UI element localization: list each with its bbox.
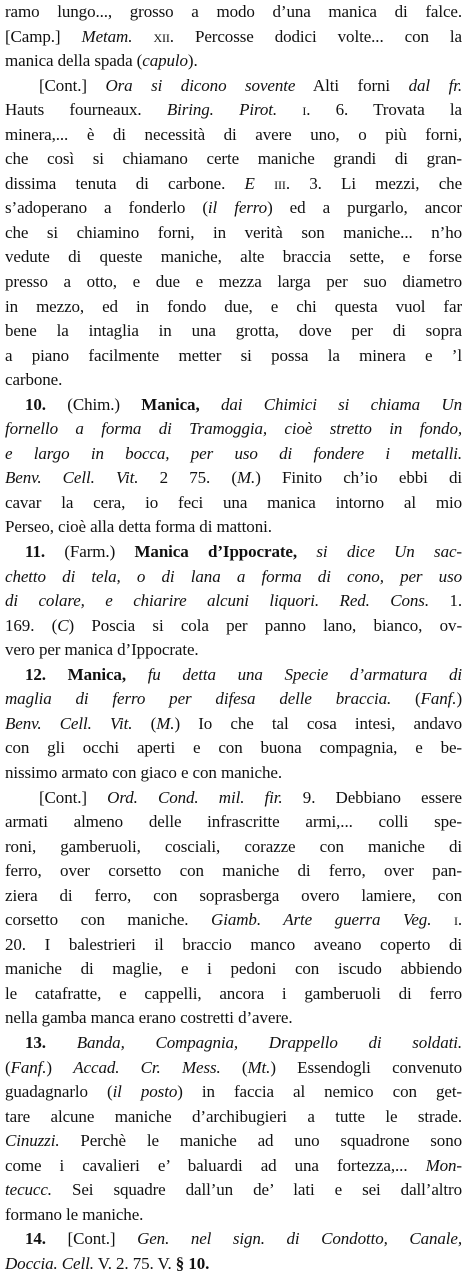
text-line xyxy=(5,982,462,1007)
text-run: ). xyxy=(187,51,198,71)
text-line xyxy=(5,859,462,884)
text-run: 169. ( xyxy=(5,615,58,635)
text-run: [Camp.] xyxy=(5,26,82,46)
text-run: bene la intaglia in una grotta, dove per di sopra xyxy=(5,321,462,341)
text-run: (Chim.) xyxy=(45,394,142,414)
text-line xyxy=(5,1031,462,1056)
text-run: in mezzo, ed in fondo due, e chi questa vuol far xyxy=(5,296,462,316)
text-run: Manica, xyxy=(141,394,200,414)
text-run: capulo xyxy=(142,51,188,71)
text-line xyxy=(5,1129,462,1154)
text-line xyxy=(5,1154,462,1179)
text-run: chetto di tela, o di lana a forma di cono, per uso xyxy=(5,566,462,586)
text-run: s’adoperano a fonderlo ( xyxy=(5,198,208,218)
text-line xyxy=(5,1252,462,1276)
text-run: iii xyxy=(274,173,286,193)
text-line xyxy=(5,957,462,982)
text-line xyxy=(5,1080,462,1105)
text-run xyxy=(255,174,274,193)
text-run: 9. Debbiano essere xyxy=(282,787,462,807)
text-run: guadagnarlo ( xyxy=(5,1082,113,1102)
text-run: tare alcune maniche d’archibugieri a tutte le strade. xyxy=(5,1106,462,1126)
text-run: M. xyxy=(236,468,256,488)
text-run: formano le maniche. xyxy=(5,1204,144,1224)
text-run: e largo in bocca, per uso di fondere i metalli. xyxy=(5,443,462,463)
text-run: ( xyxy=(220,1057,248,1077)
text-line xyxy=(5,515,462,540)
text-run: xii xyxy=(153,26,170,46)
text-run: maglia di ferro per difesa delle braccia. xyxy=(5,689,392,709)
text-run: C xyxy=(57,615,69,635)
text-line xyxy=(5,221,462,246)
text-run: Mt. xyxy=(247,1057,271,1077)
text-run: Gen. nel sign. di Condotto, Canale, xyxy=(137,1229,462,1249)
text-run: carbone. xyxy=(5,370,63,390)
text-run: [Cont.] xyxy=(39,787,108,807)
text-line xyxy=(5,442,462,467)
text-run: il posto xyxy=(112,1082,178,1102)
text-run: [Cont.] xyxy=(39,75,106,95)
text-run: V. 2. 75. V. xyxy=(93,1253,176,1273)
text-run: cavar la cera, io feci una manica intorno al mio xyxy=(5,492,462,512)
text-run: dissima tenuta di carbone. xyxy=(5,173,245,193)
text-run: tecucc. xyxy=(5,1180,52,1200)
text-run: Manica d’Ippocrate, xyxy=(134,542,297,562)
text-line xyxy=(5,614,462,639)
text-line xyxy=(5,0,462,25)
text-run: Fanf. xyxy=(420,689,457,709)
text-run: M. xyxy=(156,713,175,733)
text-run: ) Finito ch’io ebbi di xyxy=(255,468,462,488)
text-run: 1. xyxy=(428,591,462,611)
text-run: Biring. Pirot. xyxy=(166,100,278,120)
text-run: Benv. Cell. Vit. xyxy=(5,468,139,488)
text-run: dai Chimici si chiama Un xyxy=(220,394,462,414)
text-line xyxy=(5,908,462,933)
text-run: si dice Un sac- xyxy=(316,542,462,562)
text-run: ) in faccia al nemico con get- xyxy=(177,1082,462,1102)
text-run: 20. I balestrieri il braccio manco aveano coperto di xyxy=(5,934,462,954)
text-run: Metam. xyxy=(81,26,133,46)
text-line xyxy=(5,810,462,835)
text-line xyxy=(5,712,462,737)
text-line xyxy=(5,319,462,344)
text-run: Ord. Cond. mil. fir. xyxy=(107,787,283,807)
text-run: 14. xyxy=(25,1229,46,1249)
text-run: [Cont.] xyxy=(45,1229,138,1249)
text-run: ) ed a purgarlo, ancor xyxy=(267,198,462,218)
text-line xyxy=(5,663,462,688)
text-run xyxy=(126,665,148,684)
text-line xyxy=(5,417,462,442)
text-run: Perchè le maniche ad uno squadrone sono xyxy=(59,1131,462,1151)
text-run: 13. xyxy=(25,1032,46,1052)
text-run xyxy=(431,910,454,929)
text-run: maniche di maglie, e i pedoni con iscudo abbiendo xyxy=(5,959,462,979)
text-run: ) Io che tal cosa intesi, andavo xyxy=(174,713,462,733)
text-run: Benv. Cell. Vit. xyxy=(5,713,133,733)
text-line xyxy=(5,196,462,221)
text-line xyxy=(5,368,462,393)
text-run: Ora si dicono sovente xyxy=(105,75,296,95)
text-run: Accad. Cr. Mess. xyxy=(73,1057,221,1077)
text-run: Sei squadre dall’un de’ lati e sei dall’altro xyxy=(51,1180,462,1200)
text-run: Alti forni xyxy=(295,75,409,95)
text-run: ) xyxy=(456,689,462,709)
text-run: con gli occhi aperti e con buona compagnia, e be- xyxy=(5,738,462,758)
text-run: a piano facilmente metter si possa la minera e ’l xyxy=(5,345,462,365)
text-line xyxy=(5,74,462,99)
text-run: nissimo armato con giaco e con maniche. xyxy=(5,762,282,782)
text-line xyxy=(5,589,462,614)
text-line xyxy=(5,1227,462,1252)
text-run: ( xyxy=(5,1057,11,1077)
text-run xyxy=(297,542,316,561)
text-run: ) Essendogli convenuto xyxy=(270,1057,462,1077)
text-line xyxy=(5,270,462,295)
text-run: 11. xyxy=(25,542,46,562)
text-line xyxy=(5,147,462,172)
text-run: che si chiamino forni, in verità son maniche... n’ho xyxy=(5,222,462,242)
text-run: ( xyxy=(391,689,421,709)
text-line xyxy=(5,123,462,148)
text-line xyxy=(5,1105,462,1130)
text-run: i xyxy=(302,100,307,120)
text-run: § 10. xyxy=(175,1253,210,1273)
text-run: corsetto con maniche. xyxy=(5,910,212,930)
text-run: . Percosse dodici volte... con la xyxy=(169,26,462,46)
text-run: di colare, e chiarire alcuni liquori. Red. Cons. xyxy=(5,591,429,611)
text-line xyxy=(5,786,462,811)
text-line xyxy=(5,565,462,590)
text-run: Giamb. Arte guerra Veg. xyxy=(211,910,432,930)
text-line xyxy=(5,344,462,369)
text-run: ( xyxy=(132,713,157,733)
text-run: 2 75. ( xyxy=(138,468,237,488)
text-run: . 3. Li mezzi, che xyxy=(285,173,462,193)
text-run: ) Poscia si cola per panno lano, bianco, ov- xyxy=(68,615,462,635)
text-run: ferro, over corsetto con maniche di ferro, over pan- xyxy=(5,861,462,881)
text-line xyxy=(5,245,462,270)
text-line xyxy=(5,49,462,74)
text-run: Fanf. xyxy=(10,1057,47,1077)
text-line xyxy=(5,540,462,565)
text-run: che così si chiamano certe maniche grandi di gran- xyxy=(5,149,462,169)
text-line xyxy=(5,761,462,786)
text-line xyxy=(5,1178,462,1203)
text-line xyxy=(5,933,462,958)
text-run xyxy=(46,665,68,684)
text-line xyxy=(5,736,462,761)
text-line xyxy=(5,687,462,712)
text-run: dal fr. xyxy=(408,75,462,95)
text-run xyxy=(132,27,153,46)
text-line xyxy=(5,393,462,418)
text-run: Hauts fourneaux. xyxy=(5,100,167,120)
text-run: Mon- xyxy=(425,1155,462,1175)
text-line xyxy=(5,1203,462,1228)
text-run: vero per manica d’Ippocrate. xyxy=(5,640,199,660)
text-line xyxy=(5,1056,462,1081)
text-line xyxy=(5,1006,462,1031)
text-run: ramo lungo..., grosso a modo d’una manica di falce. xyxy=(5,2,462,21)
text-run: Doccia. Cell. xyxy=(5,1253,94,1273)
text-line xyxy=(5,466,462,491)
text-run: nella gamba manca erano costretti d’avere. xyxy=(5,1008,293,1028)
text-line xyxy=(5,25,462,50)
text-run: fornello a forma di Tramoggia, cioè stretto in fondo, xyxy=(5,419,462,439)
text-run: Manica, xyxy=(67,664,126,684)
text-run: roni, gamberuoli, cosciali, corazze con maniche di xyxy=(5,836,462,856)
text-run: minera,... è di necessità di avere uno, o più forni, xyxy=(5,124,462,144)
text-run: manica della spada ( xyxy=(5,51,143,71)
text-run: 10. xyxy=(25,394,46,414)
text-run: Cinuzzi. xyxy=(5,1131,60,1151)
text-line xyxy=(5,638,462,663)
text-run xyxy=(46,1033,77,1052)
text-run: le catafratte, e cappelli, ancora i gamberuoli di ferro xyxy=(5,983,462,1003)
text-run: vedute di queste maniche, alte braccia sette, e forse xyxy=(5,247,462,267)
text-run: ) xyxy=(46,1057,74,1077)
text-run xyxy=(200,395,221,414)
text-run: il ferro xyxy=(207,198,268,218)
text-line xyxy=(5,491,462,516)
text-run: fu detta una Specie d’armatura di xyxy=(147,664,462,684)
text-line xyxy=(5,835,462,860)
text-run: Perseo, cioè alla detta forma di mattoni. xyxy=(5,517,272,537)
text-run: come i cavalieri e’ baluardi ad una fortezza,... xyxy=(5,1155,426,1175)
text-run: (Farm.) xyxy=(45,542,135,562)
text-run: 12. xyxy=(25,664,46,684)
text-run: i xyxy=(453,910,458,930)
text-run: . xyxy=(457,910,462,930)
text-run: armati almeno delle infrascritte armi,... colli spe- xyxy=(5,812,462,832)
text-run: E xyxy=(244,173,255,193)
text-run: presso a otto, e due e mezza larga per suo diametro xyxy=(5,272,462,292)
text-line xyxy=(5,172,462,197)
text-run: . 6. Trovata la xyxy=(306,100,462,120)
text-run xyxy=(277,100,302,119)
text-line xyxy=(5,98,462,123)
text-run: Banda, Compagnia, Drappello di soldati. xyxy=(76,1032,462,1052)
text-line xyxy=(5,295,462,320)
text-run: ziera di ferro, con soprasberga overo lamiere, con xyxy=(5,885,462,905)
text-line xyxy=(5,884,462,909)
